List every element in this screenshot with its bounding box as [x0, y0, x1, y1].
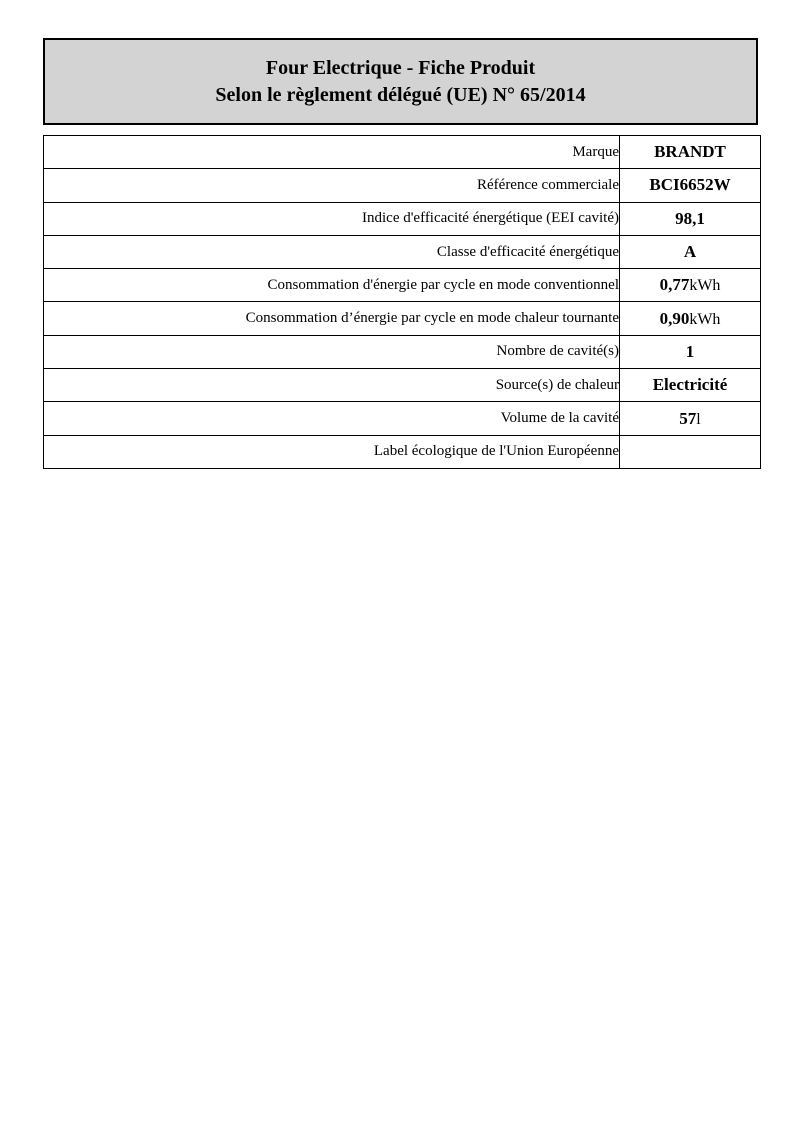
- value-unit: kWh: [689, 277, 721, 295]
- row-value: [620, 269, 761, 302]
- row-label: Référence commerciale: [44, 169, 620, 202]
- value-text: BRANDT: [654, 142, 726, 162]
- row-value: [620, 302, 761, 335]
- header-title-line2: Selon le règlement délégué (UE) N° 65/2014: [215, 83, 586, 106]
- row-value: [620, 169, 761, 202]
- row-value: [620, 335, 761, 368]
- value-text: BCI6652W: [649, 175, 731, 195]
- row-value: [620, 402, 761, 435]
- value-text: 0,77: [659, 275, 690, 295]
- table-row: [44, 302, 761, 335]
- table-row: [44, 269, 761, 302]
- table-row: [44, 335, 761, 368]
- value-unit: l: [696, 410, 701, 428]
- value-text: Electricité: [652, 375, 728, 395]
- value-text: 1: [685, 341, 695, 361]
- table-row: [44, 202, 761, 235]
- table-row: [44, 369, 761, 402]
- row-label: Consommation d’énergie par cycle en mode chaleur tournante: [44, 302, 620, 335]
- header-title-line1: Four Electrique - Fiche Produit: [265, 56, 536, 79]
- document-header: [43, 38, 758, 125]
- row-value: [620, 202, 761, 235]
- row-label: Classe d'efficacité énergétique: [44, 235, 620, 268]
- table-row: [44, 435, 761, 468]
- value-text: 98,1: [675, 208, 705, 228]
- row-label: Indice d'efficacité énergétique (EEI cavité): [44, 202, 620, 235]
- row-label: Marque: [44, 136, 620, 169]
- product-fiche-table: [43, 135, 761, 469]
- value-text: 0,90: [659, 308, 690, 328]
- value-unit: kWh: [689, 310, 721, 328]
- table-row: [44, 136, 761, 169]
- row-value: [620, 136, 761, 169]
- value-text: A: [683, 242, 697, 262]
- row-label: Label écologique de l'Union Européenne: [44, 435, 620, 468]
- row-value: [620, 369, 761, 402]
- value-text: 57: [679, 408, 697, 428]
- table-row: [44, 235, 761, 268]
- row-label: Source(s) de chaleur: [44, 369, 620, 402]
- row-label: Consommation d'énergie par cycle en mode conventionnel: [44, 269, 620, 302]
- row-value: [620, 235, 761, 268]
- table-row: [44, 402, 761, 435]
- table-row: [44, 169, 761, 202]
- row-label: Nombre de cavité(s): [44, 335, 620, 368]
- row-value: [620, 435, 761, 468]
- row-label: Volume de la cavité: [44, 402, 620, 435]
